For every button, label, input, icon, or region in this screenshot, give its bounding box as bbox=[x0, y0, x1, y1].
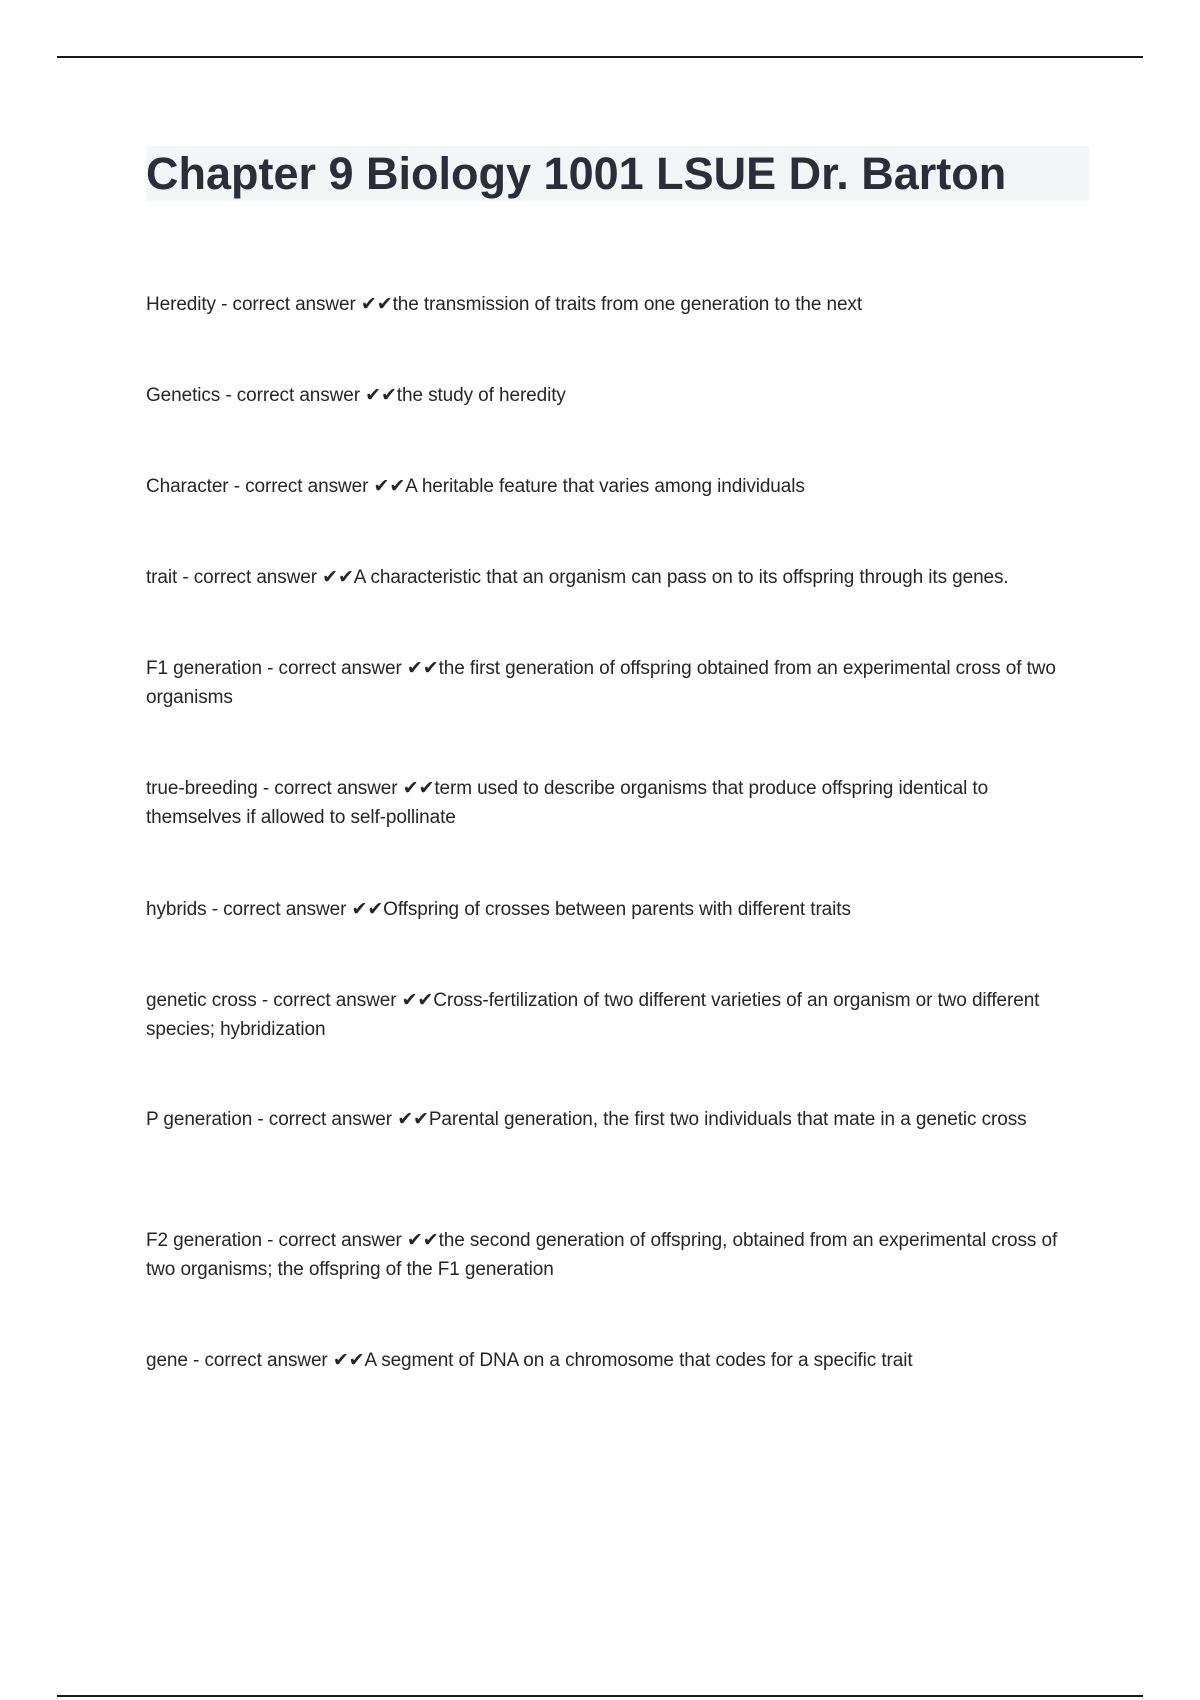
top-rule bbox=[57, 56, 1143, 58]
flashcard-entry bbox=[146, 1226, 1086, 1284]
flashcard-entry bbox=[146, 563, 1086, 592]
entry-separator: - correct answer bbox=[228, 476, 374, 497]
entry-definition: the second generation of offspring, obtained from an experimental cross of two organisms; the offspring of the F1 generation bbox=[146, 1230, 1058, 1280]
flashcard-entry bbox=[146, 472, 1086, 501]
entry-definition: term used to describe organisms that produce offspring identical to themselves if allowed to self-pollinate bbox=[146, 778, 989, 828]
entry-separator: - correct answer bbox=[257, 778, 403, 799]
entry-separator: - correct answer bbox=[215, 294, 361, 315]
title-block bbox=[146, 146, 1089, 201]
check-mark-icon: ✔✔ bbox=[402, 778, 435, 799]
entry-term: Genetics bbox=[146, 385, 221, 406]
entry-term: Character bbox=[146, 476, 229, 497]
check-mark-icon: ✔✔ bbox=[351, 899, 384, 920]
flashcard-entry bbox=[146, 290, 1086, 319]
entry-definition: the transmission of traits from one generation to the next bbox=[392, 294, 863, 315]
entry-term: true-breeding bbox=[146, 778, 258, 799]
flashcard-entry bbox=[146, 895, 1086, 924]
check-mark-icon: ✔✔ bbox=[406, 1230, 439, 1251]
check-mark-icon: ✔✔ bbox=[397, 1109, 429, 1130]
flashcard-entry bbox=[146, 1105, 1086, 1134]
entry-term: Heredity bbox=[146, 294, 216, 315]
entry-separator: - correct answer bbox=[187, 1350, 333, 1371]
entry-separator: - correct answer bbox=[261, 1230, 407, 1251]
check-mark-icon: ✔✔ bbox=[365, 385, 397, 406]
entry-definition: A segment of DNA on a chromosome that codes for a specific trait bbox=[364, 1350, 913, 1371]
entry-term: F2 generation bbox=[146, 1230, 262, 1251]
entry-definition: A characteristic that an organism can pass on to its offspring through its genes. bbox=[353, 567, 1009, 588]
check-mark-icon: ✔✔ bbox=[322, 567, 354, 588]
entry-separator: - correct answer bbox=[256, 990, 402, 1011]
entry-separator: - correct answer bbox=[206, 899, 352, 920]
check-mark-icon: ✔✔ bbox=[406, 658, 439, 679]
check-mark-icon: ✔✔ bbox=[332, 1350, 365, 1371]
entry-definition: the study of heredity bbox=[396, 385, 566, 406]
bottom-rule bbox=[57, 1695, 1143, 1697]
entry-definition: Cross-fertilization of two different varieties of an organism or two different species; hybridization bbox=[146, 990, 1040, 1040]
entry-definition: Parental generation, the first two individuals that mate in a genetic cross bbox=[428, 1109, 1027, 1130]
flashcard-entry bbox=[146, 1346, 1086, 1375]
flashcard-entry bbox=[146, 381, 1086, 410]
entry-term: trait bbox=[146, 567, 178, 588]
check-mark-icon: ✔✔ bbox=[401, 990, 434, 1011]
entry-definition: the first generation of offspring obtained from an experimental cross of two organisms bbox=[146, 658, 1056, 708]
entry-term: genetic cross bbox=[146, 990, 257, 1011]
entry-term: P generation bbox=[146, 1109, 253, 1130]
entry-separator: - correct answer bbox=[252, 1109, 398, 1130]
entry-definition: A heritable feature that varies among individuals bbox=[405, 476, 805, 497]
flashcard-entry bbox=[146, 774, 1086, 832]
flashcard-entry bbox=[146, 654, 1086, 712]
entry-term: gene bbox=[146, 1350, 188, 1371]
check-mark-icon: ✔✔ bbox=[373, 476, 406, 497]
entry-term: F1 generation bbox=[146, 658, 262, 679]
entry-term: hybrids bbox=[146, 899, 207, 920]
entry-definition: Offspring of crosses between parents with different traits bbox=[383, 899, 851, 920]
entry-separator: - correct answer bbox=[261, 658, 407, 679]
entry-separator: - correct answer bbox=[220, 385, 366, 406]
entry-separator: - correct answer bbox=[177, 567, 323, 588]
check-mark-icon: ✔✔ bbox=[360, 294, 393, 315]
flashcard-entry bbox=[146, 986, 1086, 1044]
page-title: Chapter 9 Biology 1001 LSUE Dr. Barton bbox=[146, 148, 1007, 199]
